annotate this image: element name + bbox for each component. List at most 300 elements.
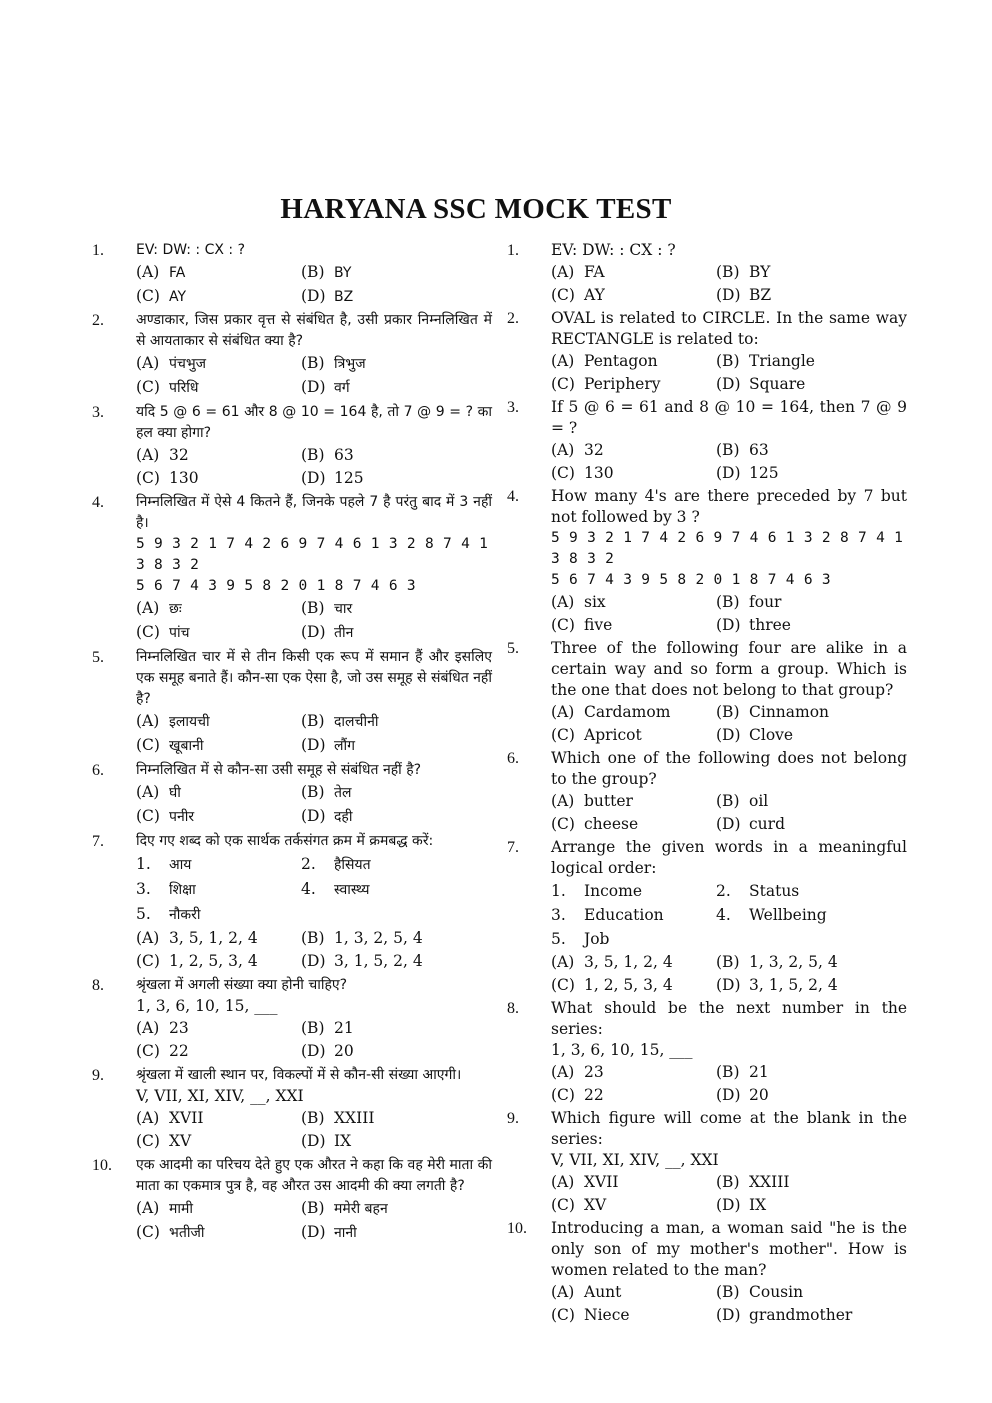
question-number: 9. <box>92 1067 104 1084</box>
option-value: 1, 3, 2, 5, 4 <box>334 929 423 947</box>
question-text: How many 4's are there preceded by 7 but not followed by 3 ? <box>551 487 907 526</box>
option-label: (A) <box>551 1173 575 1191</box>
answer-options <box>136 1017 492 1062</box>
option-d <box>301 950 491 973</box>
option-c <box>136 950 301 973</box>
word-list-number: 5. <box>551 930 566 948</box>
option-label: (C) <box>136 735 160 754</box>
option-value: 1, 3, 2, 5, 4 <box>749 953 838 971</box>
option-label: (D) <box>716 615 741 634</box>
option-a <box>136 597 301 621</box>
option-label: (B) <box>301 1109 325 1127</box>
option-label: (D) <box>716 975 741 994</box>
option-label: (B) <box>301 1199 325 1217</box>
option-value: लौंग <box>334 737 355 754</box>
question-text: यदि 5 @ 6 = 61 और 8 @ 10 = 164 है, तो 7 @ 9 = ? का हल क्या होगा? <box>136 404 492 441</box>
option-c <box>551 974 716 997</box>
option-value: XVII <box>169 1109 204 1127</box>
question-number: 1. <box>507 242 519 259</box>
option-c <box>551 1194 716 1217</box>
question-2 <box>92 310 492 399</box>
option-value: butter <box>584 792 633 810</box>
option-label: (A) <box>551 1063 575 1081</box>
option-label: (B) <box>716 1283 740 1301</box>
question-text: OVAL is related to CIRCLE. In the same way RECTANGLE is related to: <box>551 309 907 348</box>
option-value: घी <box>169 785 181 801</box>
option-value: 20 <box>749 1085 769 1104</box>
answer-options <box>136 352 492 399</box>
option-value: 125 <box>749 463 779 482</box>
option-d <box>716 813 906 836</box>
question-4 <box>92 492 492 644</box>
option-label: (C) <box>551 814 575 833</box>
answer-options <box>136 781 492 828</box>
option-value: तीन <box>334 624 354 641</box>
option-value: XXIII <box>334 1109 375 1127</box>
option-value: BZ <box>334 288 354 305</box>
answer-options <box>551 1171 907 1216</box>
question-2 <box>507 308 907 395</box>
option-value: त्रिभुज <box>334 356 366 372</box>
option-a <box>136 1017 301 1040</box>
question-number: 10. <box>92 1157 112 1174</box>
question-text: Which figure will come at the blank in the series: <box>551 1109 907 1148</box>
question-number: 4. <box>507 488 519 505</box>
option-a <box>136 927 301 950</box>
option-label: (C) <box>551 1305 575 1324</box>
option-label: (B) <box>716 441 740 459</box>
word-list-number: 2. <box>716 882 731 900</box>
question-3 <box>92 402 492 489</box>
option-value: XV <box>584 1195 607 1214</box>
word-list-item <box>301 852 491 877</box>
option-b <box>301 927 491 950</box>
answer-options <box>136 261 492 308</box>
digit-sequence-line: 5 9 3 2 1 7 4 2 6 9 7 4 6 1 3 2 8 7 4 1 3 8 3 2 <box>136 536 489 573</box>
option-label: (B) <box>301 263 325 281</box>
option-label: (C) <box>551 463 575 482</box>
option-value: वर्ग <box>334 379 350 396</box>
option-value: 23 <box>169 1019 189 1037</box>
option-value: 32 <box>169 446 189 464</box>
option-value: 3, 5, 1, 2, 4 <box>169 929 258 947</box>
question-8 <box>92 975 492 1062</box>
option-value: grandmother <box>749 1305 853 1324</box>
question-1 <box>92 240 492 308</box>
question-number: 6. <box>92 762 104 779</box>
question-number: 10. <box>507 1220 527 1237</box>
option-b <box>716 701 906 724</box>
option-value: नानी <box>334 1224 357 1241</box>
option-d <box>301 1221 491 1245</box>
option-a <box>551 439 716 462</box>
answer-options <box>551 439 907 484</box>
option-value: XVII <box>584 1173 619 1191</box>
option-a <box>551 1171 716 1194</box>
option-label: (B) <box>301 446 325 464</box>
option-c <box>551 1304 716 1327</box>
question-6 <box>92 760 492 828</box>
question-text: What should be the next number in the series: <box>551 999 907 1038</box>
word-list-item <box>136 902 301 927</box>
option-value: 130 <box>169 468 199 487</box>
option-c <box>551 373 716 396</box>
word-list-item <box>136 877 301 902</box>
option-b <box>301 1107 491 1130</box>
option-label: (D) <box>716 463 741 482</box>
option-label: (A) <box>551 953 575 971</box>
word-list-item <box>136 852 301 877</box>
option-label: (D) <box>301 1131 326 1150</box>
answer-options <box>136 1197 492 1244</box>
option-a <box>136 781 301 805</box>
option-label: (B) <box>301 1019 325 1037</box>
question-number: 8. <box>92 977 104 994</box>
option-c <box>551 1084 716 1107</box>
hindi-column <box>92 240 492 1244</box>
option-a <box>551 1061 716 1084</box>
answer-options <box>136 927 492 972</box>
option-d <box>716 284 906 307</box>
question-number: 4. <box>92 494 104 511</box>
option-label: (B) <box>716 953 740 971</box>
option-value: 3, 5, 1, 2, 4 <box>584 953 673 971</box>
answer-options <box>551 951 907 996</box>
option-d <box>716 724 906 747</box>
question-number: 7. <box>507 839 519 856</box>
option-d <box>301 1130 491 1153</box>
question-5 <box>507 638 907 746</box>
question-number: 2. <box>92 312 104 329</box>
option-c <box>551 284 716 307</box>
option-label: (D) <box>301 806 326 825</box>
option-b <box>301 261 491 285</box>
option-value: दालचीनी <box>334 714 379 730</box>
question-8 <box>507 998 907 1106</box>
option-b <box>301 1017 491 1040</box>
option-label: (C) <box>551 975 575 994</box>
option-value: six <box>584 593 606 611</box>
option-label: (A) <box>551 441 575 459</box>
option-value: Cardamom <box>584 703 671 721</box>
word-list-item <box>551 903 716 927</box>
option-value: AY <box>169 288 187 305</box>
word-list-number: 4. <box>716 906 731 924</box>
option-label: (C) <box>551 1195 575 1214</box>
question-number: 9. <box>507 1110 519 1127</box>
option-label: (D) <box>716 1195 741 1214</box>
word-list-item <box>301 877 491 902</box>
option-c <box>136 805 301 829</box>
option-label: (D) <box>716 285 741 304</box>
option-b <box>716 1061 906 1084</box>
option-value: Square <box>749 374 806 393</box>
answer-options <box>551 1281 907 1326</box>
option-c <box>551 813 716 836</box>
option-label: (B) <box>716 1063 740 1081</box>
option-value: Triangle <box>749 352 815 370</box>
option-b <box>716 350 906 373</box>
option-label: (B) <box>301 783 325 801</box>
option-label: (C) <box>136 1131 160 1150</box>
option-a <box>551 790 716 813</box>
option-value: Apricot <box>584 725 642 744</box>
option-d <box>716 614 906 637</box>
question-number: 8. <box>507 1000 519 1017</box>
option-value: परिधि <box>169 379 199 396</box>
option-value: three <box>749 615 791 634</box>
option-a <box>136 261 301 285</box>
answer-options <box>136 710 492 757</box>
answer-options <box>551 350 907 395</box>
option-a <box>136 710 301 734</box>
option-label: (A) <box>136 263 160 281</box>
question-number: 2. <box>507 310 519 327</box>
option-b <box>301 444 491 467</box>
word-list <box>136 852 492 927</box>
option-label: (A) <box>136 1019 160 1037</box>
option-label: (A) <box>136 354 160 372</box>
option-value: भतीजी <box>169 1224 205 1241</box>
option-value: 1, 2, 5, 3, 4 <box>584 975 673 994</box>
option-value: Aunt <box>584 1283 622 1301</box>
option-value: Cinnamon <box>749 703 830 721</box>
word-list-item <box>716 903 906 927</box>
option-label: (A) <box>136 599 160 617</box>
question-text: If 5 @ 6 = 61 and 8 @ 10 = 164, then 7 @ 9 = ? <box>551 398 907 437</box>
question-text: श्रृंखला में खाली स्थान पर, विकल्पों में से कौन-सी संख्या आएगी। <box>136 1067 462 1083</box>
question-number: 3. <box>92 404 104 421</box>
word-list-value: Income <box>584 882 642 900</box>
word-list-item <box>551 879 716 903</box>
option-label: (D) <box>301 735 326 754</box>
option-a <box>136 444 301 467</box>
option-value: Pentagon <box>584 352 658 370</box>
question-6 <box>507 748 907 835</box>
option-label: (B) <box>716 352 740 370</box>
word-list-item <box>551 927 716 951</box>
option-value: Cousin <box>749 1283 804 1301</box>
option-d <box>716 373 906 396</box>
option-a <box>551 261 716 284</box>
option-b <box>716 439 906 462</box>
number-series: 1, 3, 6, 10, 15, ___ <box>551 1041 693 1059</box>
question-number: 3. <box>507 399 519 416</box>
answer-options <box>551 591 907 636</box>
word-list-number: 4. <box>301 880 316 898</box>
option-label: (B) <box>301 354 325 372</box>
option-label: (D) <box>716 374 741 393</box>
option-value: 63 <box>334 446 354 464</box>
option-b <box>301 597 491 621</box>
option-value: 22 <box>584 1085 604 1104</box>
word-list-number: 2. <box>301 855 316 873</box>
question-text: श्रृंखला में अगली संख्या क्या होनी चाहिए? <box>136 977 348 993</box>
word-list-value: आय <box>169 857 192 873</box>
option-c <box>136 1221 301 1245</box>
option-d <box>301 285 491 309</box>
option-label: (D) <box>716 814 741 833</box>
option-value: XXIII <box>749 1173 790 1191</box>
option-value: 1, 2, 5, 3, 4 <box>169 951 258 970</box>
option-label: (A) <box>136 712 160 730</box>
option-value: 21 <box>749 1063 769 1081</box>
word-list-value: Education <box>584 906 664 924</box>
option-label: (C) <box>136 468 160 487</box>
word-list-value: नौकरी <box>169 907 201 923</box>
option-value: five <box>584 615 613 634</box>
option-label: (C) <box>136 951 160 970</box>
option-value: FA <box>584 263 605 281</box>
question-1 <box>507 240 907 306</box>
option-c <box>136 1130 301 1153</box>
option-label: (D) <box>301 1222 326 1241</box>
option-label: (B) <box>301 929 325 947</box>
option-value: 125 <box>334 468 364 487</box>
answer-options <box>136 597 492 644</box>
option-c <box>136 467 301 490</box>
option-b <box>301 781 491 805</box>
word-list-value: हैसियत <box>334 857 371 873</box>
option-a <box>551 591 716 614</box>
word-list-value: Status <box>749 882 800 900</box>
option-value: IX <box>334 1131 352 1150</box>
option-value: मामी <box>169 1201 193 1217</box>
answer-options <box>136 444 492 489</box>
option-b <box>716 1171 906 1194</box>
answer-options <box>551 701 907 746</box>
answer-options <box>136 1107 492 1152</box>
word-list-value: Job <box>584 930 610 948</box>
word-list-value: Wellbeing <box>749 906 827 924</box>
option-a <box>551 701 716 724</box>
option-value: 32 <box>584 441 604 459</box>
option-label: (A) <box>551 263 575 281</box>
option-value: BZ <box>749 285 772 304</box>
number-series: 1, 3, 6, 10, 15, ___ <box>136 997 278 1015</box>
option-a <box>136 1107 301 1130</box>
option-b <box>716 951 906 974</box>
option-value: 20 <box>334 1041 354 1060</box>
question-text: Arrange the given words in a meaningful logical order: <box>551 838 907 877</box>
number-series: V, VII, XI, XIV, __, XXI <box>136 1087 304 1105</box>
option-value: Niece <box>584 1305 630 1324</box>
option-value: BY <box>749 263 771 281</box>
option-label: (D) <box>716 1305 741 1324</box>
option-label: (D) <box>301 1041 326 1060</box>
option-value: 130 <box>584 463 614 482</box>
question-9 <box>92 1065 492 1152</box>
option-value: चार <box>334 601 353 617</box>
question-9 <box>507 1108 907 1216</box>
option-c <box>136 1040 301 1063</box>
option-a <box>136 1197 301 1221</box>
word-list-number: 3. <box>551 906 566 924</box>
option-c <box>551 462 716 485</box>
question-text: दिए गए शब्द को एक सार्थक तर्कसंगत क्रम में क्रमबद्ध करें: <box>136 833 434 849</box>
question-7 <box>507 837 907 996</box>
option-c <box>551 614 716 637</box>
option-d <box>301 805 491 829</box>
question-10 <box>92 1155 492 1244</box>
question-text: Three of the following four are alike in a certain way and so form a group. Which is the one that does not belong to that group? <box>551 639 907 699</box>
option-label: (D) <box>301 286 326 305</box>
question-text: निम्नलिखित में ऐसे 4 कितने हैं, जिनके पहले 7 है परंतु बाद में 3 नहीं है। <box>136 494 492 531</box>
word-list <box>551 879 907 951</box>
option-label: (C) <box>551 725 575 744</box>
option-value: पंचभुज <box>169 356 207 372</box>
option-label: (D) <box>301 377 326 396</box>
option-value: XV <box>169 1131 192 1150</box>
option-value: पनीर <box>169 808 195 825</box>
number-series: V, VII, XI, XIV, __, XXI <box>551 1151 719 1169</box>
option-label: (C) <box>136 622 160 641</box>
option-label: (C) <box>136 1041 160 1060</box>
option-d <box>301 467 491 490</box>
option-value: Clove <box>749 725 794 744</box>
option-value: 63 <box>749 441 769 459</box>
option-label: (A) <box>136 446 160 464</box>
option-d <box>301 376 491 400</box>
option-label: (B) <box>716 792 740 810</box>
option-value: oil <box>749 792 769 810</box>
question-number: 7. <box>92 833 104 850</box>
option-label: (B) <box>716 263 740 281</box>
option-b <box>301 710 491 734</box>
option-value: BY <box>334 265 352 281</box>
answer-options <box>551 1061 907 1106</box>
answer-options <box>551 261 907 306</box>
option-b <box>301 352 491 376</box>
option-value: cheese <box>584 814 639 833</box>
word-list-value: स्वास्थ्य <box>334 882 370 898</box>
question-text: अण्डाकार, जिस प्रकार वृत्त से संबंधित है, उसी प्रकार निम्नलिखित में से आयताकार से संबंधित क्या है? <box>136 312 492 349</box>
question-text: EV: DW: : CX : ? <box>136 242 245 258</box>
word-list-item <box>716 879 906 903</box>
question-5 <box>92 647 492 757</box>
question-3 <box>507 397 907 484</box>
digit-sequence-line: 5 6 7 4 3 9 5 8 2 0 1 8 7 4 6 3 <box>551 572 831 588</box>
option-value: ममेरी बहन <box>334 1201 388 1217</box>
digit-sequence-line: 5 9 3 2 1 7 4 2 6 9 7 4 6 1 3 2 8 7 4 1 3 8 3 2 <box>551 530 904 567</box>
option-b <box>716 261 906 284</box>
option-b <box>716 1281 906 1304</box>
option-label: (C) <box>136 286 160 305</box>
answer-options <box>551 790 907 835</box>
option-label: (B) <box>716 593 740 611</box>
question-4 <box>507 486 907 636</box>
question-text: निम्नलिखित में से कौन-सा उसी समूह से संबंधित नहीं है? <box>136 762 422 778</box>
option-value: 3, 1, 5, 2, 4 <box>749 975 838 994</box>
option-c <box>136 285 301 309</box>
option-value: curd <box>749 814 785 833</box>
option-d <box>301 621 491 645</box>
option-label: (A) <box>136 783 160 801</box>
question-text: EV: DW: : CX : ? <box>551 241 676 259</box>
question-number: 5. <box>507 640 519 657</box>
option-value: दही <box>334 808 353 825</box>
option-label: (A) <box>551 703 575 721</box>
option-label: (C) <box>551 1085 575 1104</box>
option-label: (A) <box>136 1199 160 1217</box>
option-label: (A) <box>136 929 160 947</box>
option-value: इलायची <box>169 714 210 730</box>
option-c <box>136 734 301 758</box>
option-c <box>136 376 301 400</box>
question-number: 5. <box>92 649 104 666</box>
option-value: 22 <box>169 1041 189 1060</box>
option-b <box>716 790 906 813</box>
